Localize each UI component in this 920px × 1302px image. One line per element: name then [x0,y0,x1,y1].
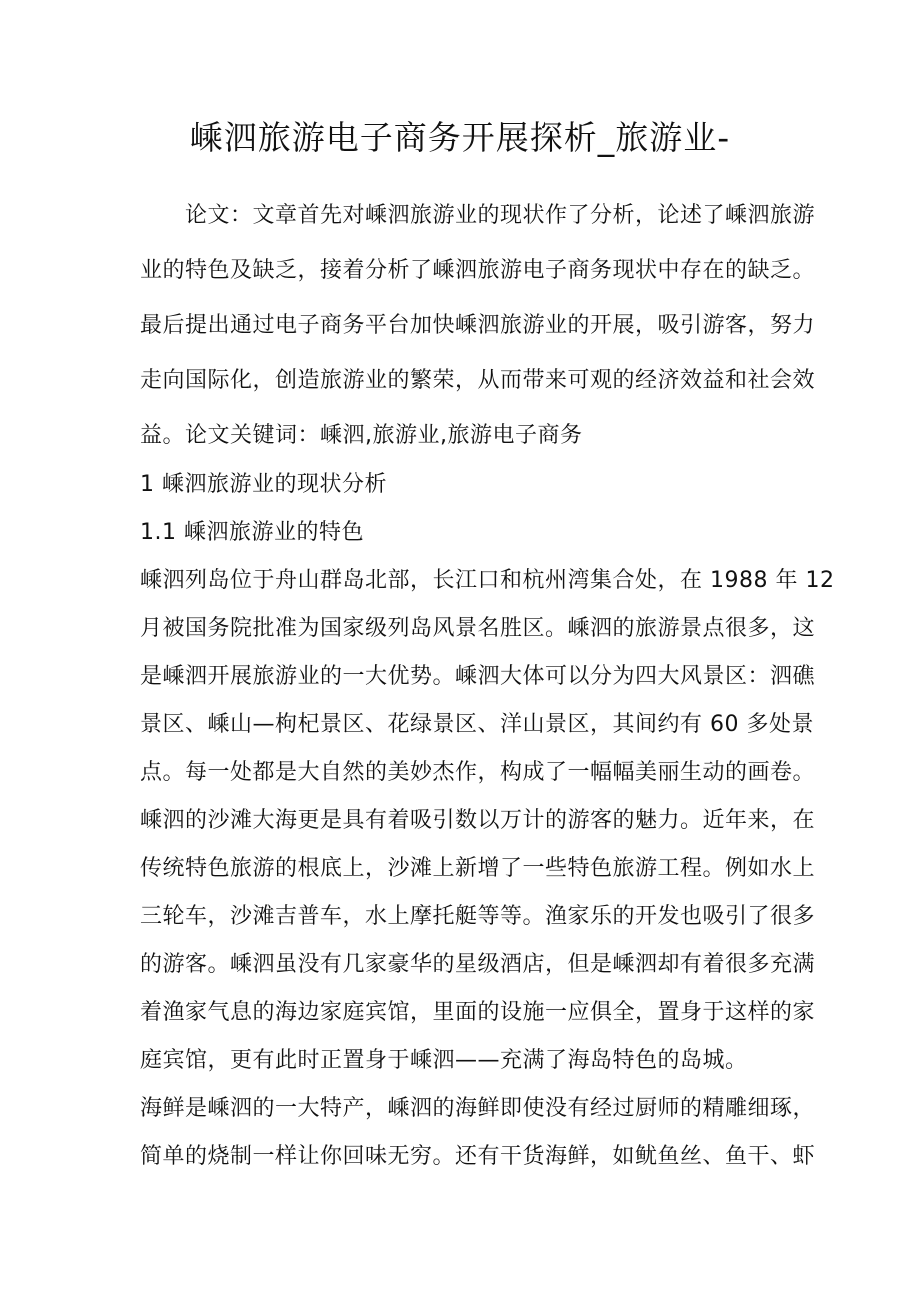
document-title: 嵊泗旅游电子商务开展探析_旅游业- [189,118,731,157]
text-line: 庭宾馆，更有此时正置身于嵊泗——充满了海岛特色的岛城。 [140,1048,748,1073]
text-line: 三轮车，沙滩吉普车，水上摩托艇等等。渔家乐的开发也吸引了很多 [140,904,816,929]
subsection-heading: 1.1 嵊泗旅游业的特色 [140,520,364,545]
text-line: 月被国务院批准为国家级列岛风景名胜区。嵊泗的旅游景点很多，这 [140,616,816,641]
text-line: 海鲜是嵊泗的一大特产，嵊泗的海鲜即使没有经过厨师的精雕细琢， [140,1096,816,1121]
text-line: 论文：文章首先对嵊泗旅游业的现状作了分析，论述了嵊泗旅游 [185,203,816,228]
text-line: 传统特色旅游的根底上，沙滩上新增了一些特色旅游工程。例如水上 [140,856,816,881]
paragraph-1 [140,557,835,1085]
text-line: 走向国际化，创造旅游业的繁荣，从而带来可观的经济效益和社会效 [140,368,816,393]
text-line: 最后提出通过电子商务平台加快嵊泗旅游业的开展，吸引游客，努力 [140,313,816,338]
text-line: 点。每一处都是大自然的美妙杰作，构成了一幅幅美丽生动的画卷。 [140,760,816,785]
text-line: 业的特色及缺乏，接着分析了嵊泗旅游电子商务现状中存在的缺乏。 [140,258,816,283]
text-line: 嵊泗列岛位于舟山群岛北部，长江口和杭州湾集合处，在 1988 年 12 [140,568,835,593]
section-heading: 1 嵊泗旅游业的现状分析 [140,472,387,497]
text-line: 嵊泗的沙滩大海更是具有着吸引数以万计的游客的魅力。近年来，在 [140,808,816,833]
abstract-paragraph [140,188,820,463]
text-line: 益。论文关键词：嵊泗,旅游业,旅游电子商务 [140,423,583,448]
text-line: 着渔家气息的海边家庭宾馆，里面的设施一应俱全，置身于这样的家 [140,1000,816,1025]
text-line: 景区、嵊山—枸杞景区、花绿景区、洋山景区，其间约有 60 多处景 [140,712,814,737]
text-line: 简单的烧制一样让你回味无穷。还有干货海鲜，如鱿鱼丝、鱼干、虾 [140,1144,816,1169]
text-line: 是嵊泗开展旅游业的一大优势。嵊泗大体可以分为四大风景区：泗礁 [140,664,816,689]
paragraph-2 [140,1085,820,1181]
document-body [140,461,835,1181]
text-line: 的游客。嵊泗虽没有几家豪华的星级酒店，但是嵊泗却有着很多充满 [140,952,816,977]
